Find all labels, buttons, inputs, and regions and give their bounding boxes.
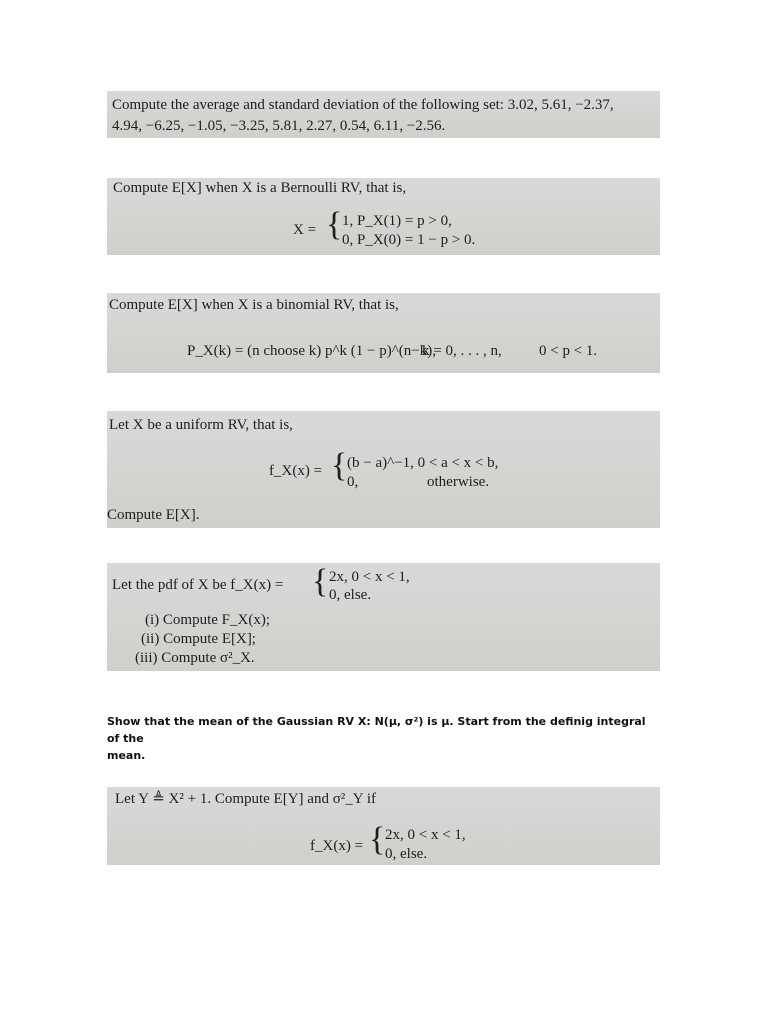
problem-6-line-2: mean. xyxy=(107,749,146,763)
problem-5-case-2: 0, else. xyxy=(329,587,372,603)
problem-3-range: k = 0, . . . , n, xyxy=(422,343,502,359)
problem-7-brace: { xyxy=(369,821,386,858)
problem-2-case-2: 0, P_X(0) = 1 − p > 0. xyxy=(342,232,476,248)
problem-5-item-1: (i) Compute F_X(x); xyxy=(145,612,270,628)
problem-4-lhs: f_X(x) = xyxy=(269,463,323,479)
problem-2-snippet xyxy=(107,178,660,255)
problem-3-intro: Compute E[X] when X is a binomial RV, that is, xyxy=(109,297,399,313)
problem-7-case-1: 2x, 0 < x < 1, xyxy=(385,827,466,843)
problem-2-lhs: X = xyxy=(293,222,317,238)
problem-4-snippet xyxy=(107,411,660,528)
problem-4-case-1: (b − a)^−1, 0 < a < x < b, xyxy=(347,455,499,471)
problem-1-snippet xyxy=(107,91,660,138)
problem-3-condition: 0 < p < 1. xyxy=(539,343,598,359)
problem-4-case-2b: otherwise. xyxy=(427,474,490,490)
problem-4-outro: Compute E[X]. xyxy=(107,507,200,523)
problem-7-lhs: f_X(x) = xyxy=(310,838,364,854)
problem-3-formula: P_X(k) = (n choose k) p^k (1 − p)^(n−k), xyxy=(187,343,436,359)
problem-5-item-2: (ii) Compute E[X]; xyxy=(141,631,256,647)
problem-5-item-3: (iii) Compute σ²_X. xyxy=(135,650,255,666)
problem-5-brace: { xyxy=(312,563,329,600)
problem-1-line-2: 4.94, −6.25, −1.05, −3.25, 5.81, 2.27, 0.54, 6.11, −2.56. xyxy=(112,118,446,134)
problem-3-snippet xyxy=(107,293,660,373)
problem-2-brace: { xyxy=(326,206,343,243)
problem-7-snippet xyxy=(107,787,660,865)
problem-6-line-1: Show that the mean of the Gaussian RV X: N(μ, σ²) is μ. Start from the definig integral of the xyxy=(107,715,646,746)
problem-5-intro: Let the pdf of X be f_X(x) = xyxy=(112,577,284,593)
problem-6-text xyxy=(107,713,647,764)
problem-4-case-2a: 0, xyxy=(347,474,359,490)
problem-7-intro: Let Y ≜ X² + 1. Compute E[Y] and σ²_Y if xyxy=(115,791,376,807)
problem-5-case-1: 2x, 0 < x < 1, xyxy=(329,569,410,585)
problem-5-snippet xyxy=(107,563,660,671)
problem-4-brace: { xyxy=(331,447,348,484)
problem-2-case-1: 1, P_X(1) = p > 0, xyxy=(342,213,452,229)
problem-7-case-2: 0, else. xyxy=(385,846,428,862)
problem-2-intro: Compute E[X] when X is a Bernoulli RV, that is, xyxy=(113,180,407,196)
problem-4-intro: Let X be a uniform RV, that is, xyxy=(109,417,293,433)
problem-1-line-1: Compute the average and standard deviation of the following set: 3.02, 5.61, −2.37, xyxy=(112,97,614,113)
